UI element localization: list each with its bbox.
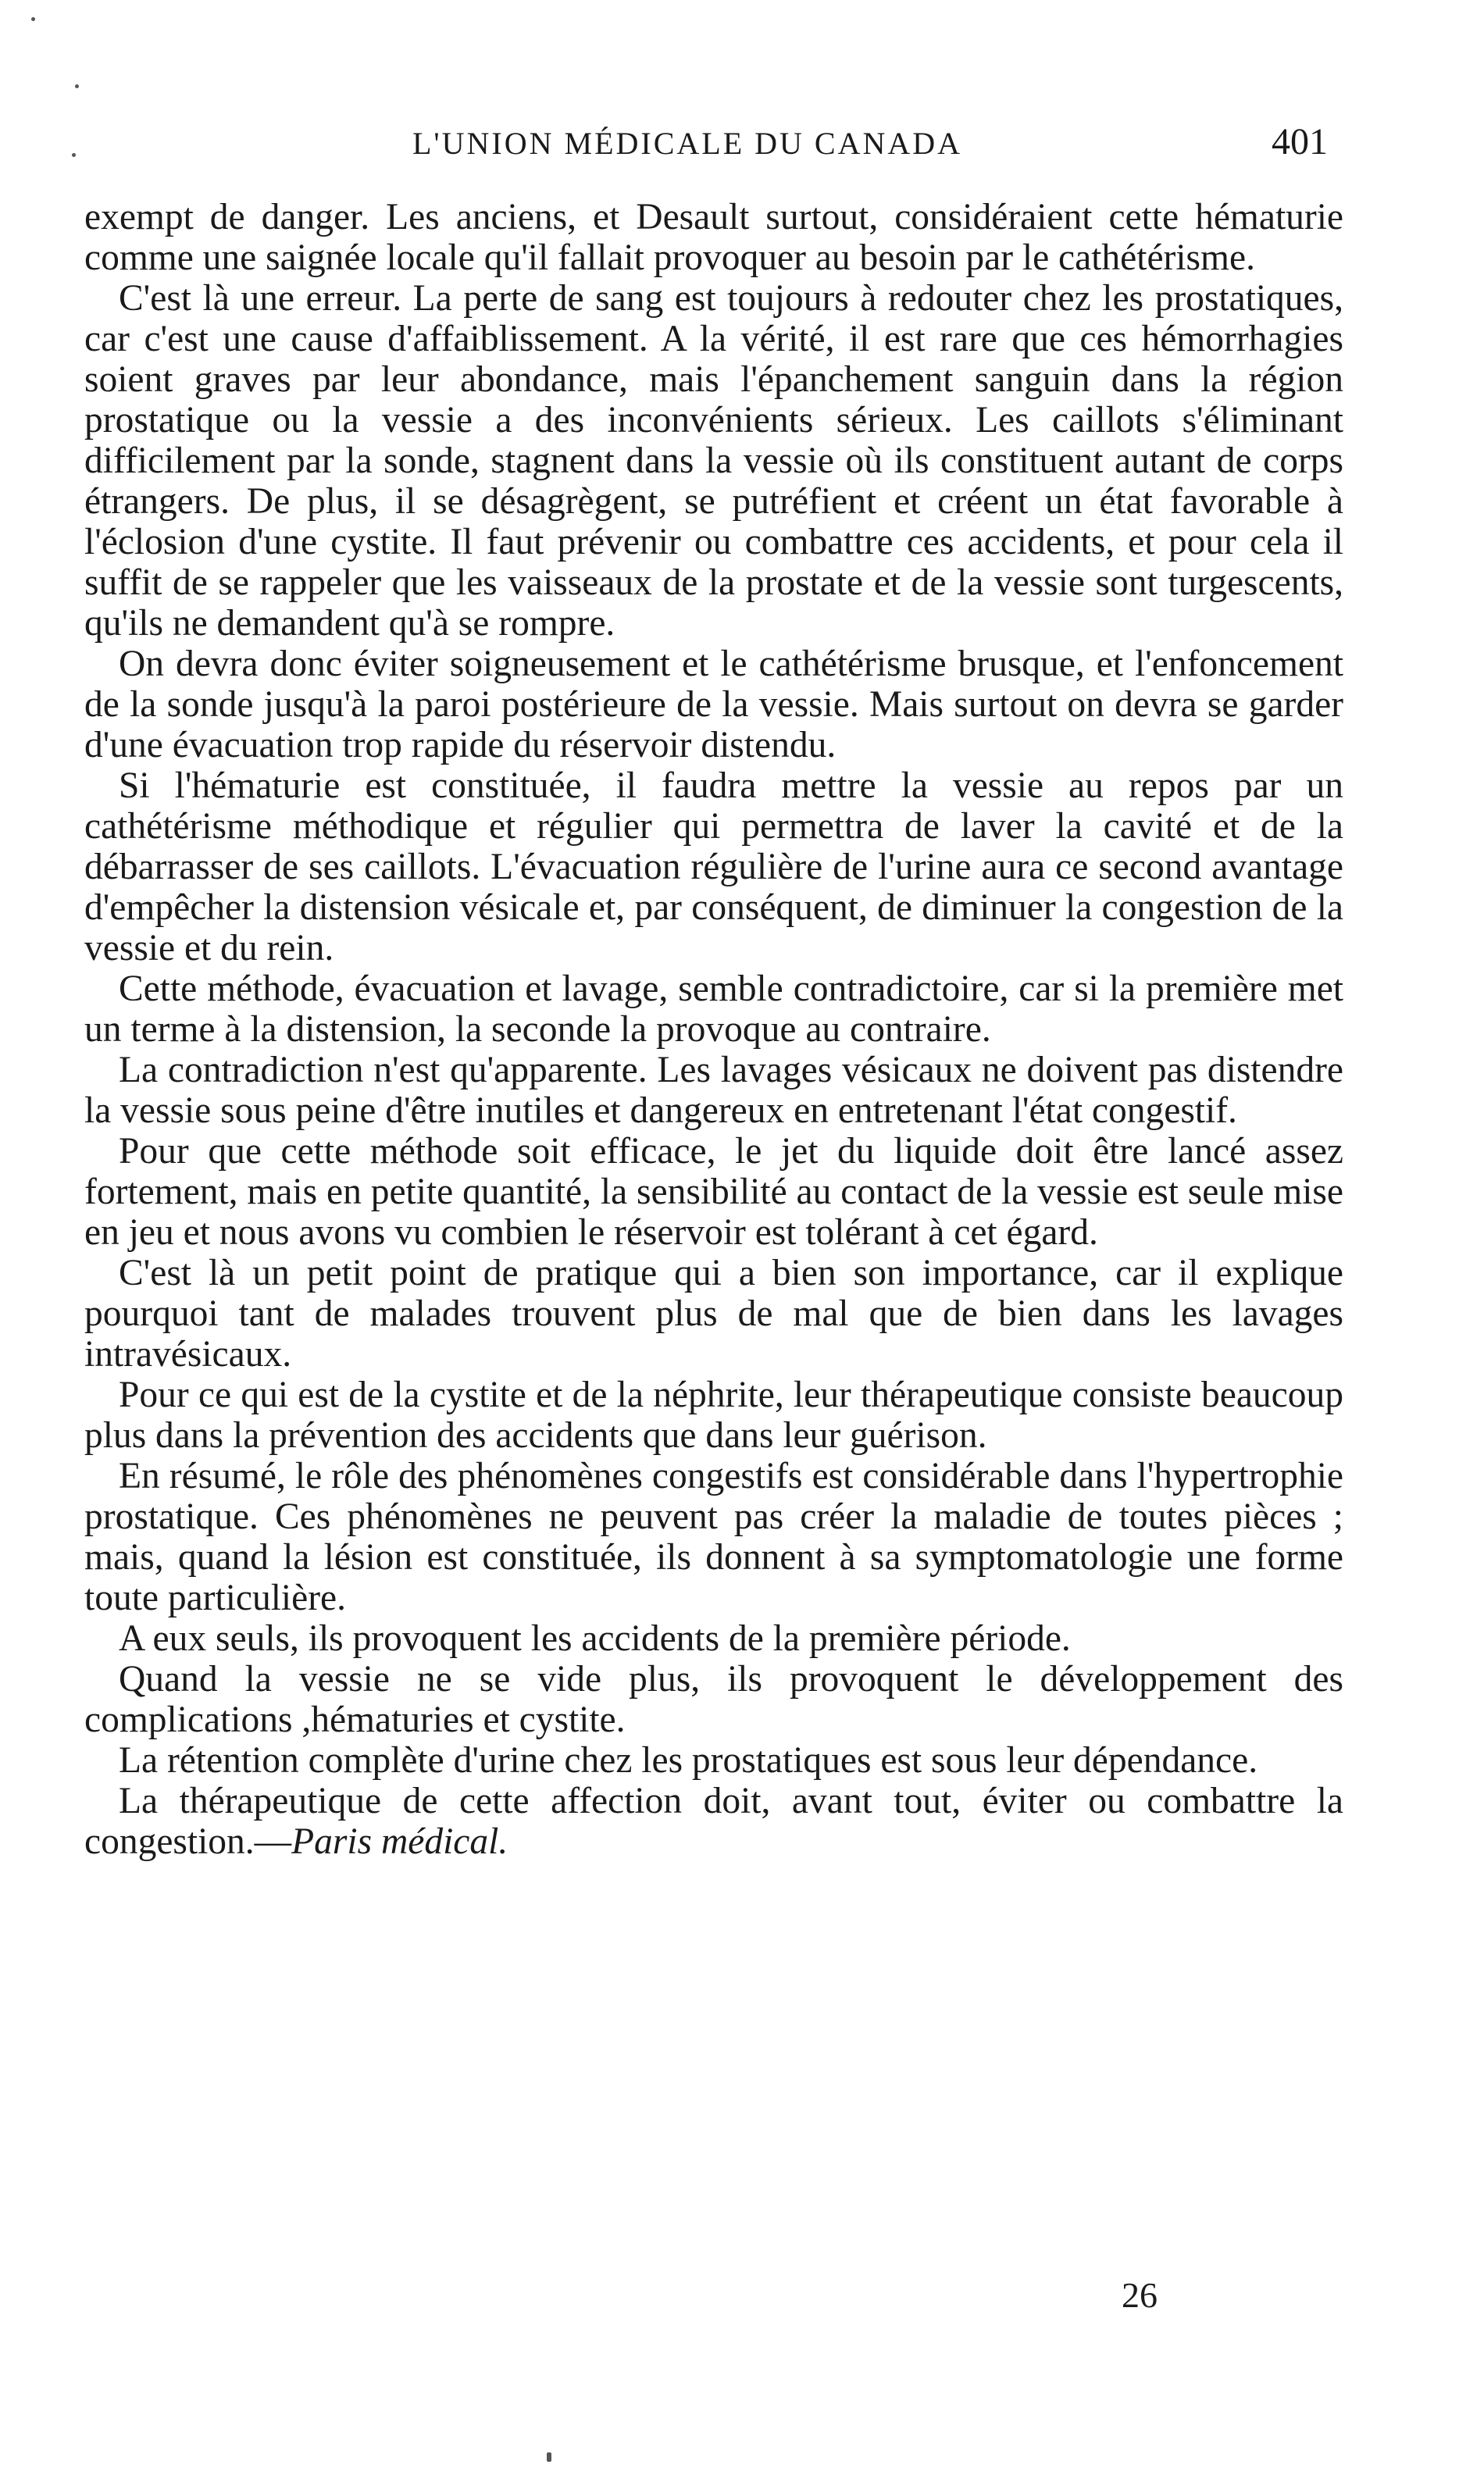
paragraph: exempt de danger. Les anciens, et Desault surtout, considéraient cette hématurie comme une saignée locale qu'il fallait provoquer au besoin par le cathétérisme. [84, 197, 1343, 278]
paragraph: En résumé, le rôle des phénomènes congestifs est considérable dans l'hypertrophie prostatique. Ces phénomènes ne peuvent pas créer la maladie de toutes pièces ; mais, quand la lésion est constituée, ils donnent à sa symptomatologie une forme toute particulière. [84, 1456, 1343, 1618]
running-title: L'UNION MÉDICALE DU CANADA [412, 126, 963, 161]
signature-mark: 26 [1122, 2275, 1158, 2315]
paragraph: La thérapeutique de cette affection doit, avant tout, éviter ou combattre la congestion.—Paris médical. [84, 1781, 1343, 1862]
page-header [84, 117, 1343, 164]
paragraph: C'est là une erreur. La perte de sang est toujours à redouter chez les prostatiques, car c'est une cause d'affaiblissement. A la vérité, il est rare que ces hémorrhagies soient graves par leur abondance, mais l'épanchement sanguin dans la région prostatique ou la vessie a des inconvénients sérieux. Les caillots s'éliminant difficilement par la sonde, stagnent dans la vessie où ils constituent autant de corps étrangers. De plus, il se désagrègent, se putréfient et créent un état favorable à l'éclosion d'une cystite. Il faut prévenir ou combattre ces accidents, et pour cela il suffit de se rappeler que les vaisseaux de la prostate et de la vessie sont turgescents, qu'ils ne demandent qu'à se rompre. [84, 278, 1343, 644]
print-speck [31, 17, 35, 21]
print-speck [75, 84, 79, 88]
paragraph: On devra donc éviter soigneusement et le cathétérisme brusque, et l'enfoncement de la sonde jusqu'à la paroi postérieure de la vessie. Mais surtout on devra se garder d'une évacuation trop rapide du réservoir distendu. [84, 644, 1343, 765]
paragraph: Quand la vessie ne se vide plus, ils provoquent le développement des complications ,hématuries et cystite. [84, 1659, 1343, 1740]
print-speck [547, 2452, 551, 2462]
article-body [84, 197, 1343, 1862]
paragraph: La contradiction n'est qu'apparente. Les lavages vésicaux ne doivent pas distendre la vessie sous peine d'être inutiles et dangereux en entretenant l'état congestif. [84, 1050, 1343, 1131]
paragraph: Cette méthode, évacuation et lavage, semble contradictoire, car si la première met un terme à la distension, la seconde la provoque au contraire. [84, 968, 1343, 1050]
page-number: 401 [1272, 121, 1328, 162]
source-citation: Paris médical. [291, 1821, 508, 1862]
print-speck [72, 153, 76, 157]
paragraph: Pour que cette méthode soit efficace, le jet du liquide doit être lancé assez fortement, mais en petite quantité, la sensibilité au contact de la vessie est seule mise en jeu et nous avons vu combien le réservoir est tolérant à cet égard. [84, 1131, 1343, 1253]
paragraph: Pour ce qui est de la cystite et de la néphrite, leur thérapeutique consiste beaucoup plus dans la prévention des accidents que dans leur guérison. [84, 1375, 1343, 1456]
paragraph: C'est là un petit point de pratique qui a bien son importance, car il explique pourquoi tant de malades trouvent plus de mal que de bien dans les lavages intravésicaux. [84, 1253, 1343, 1375]
paragraph: La rétention complète d'urine chez les prostatiques est sous leur dépendance. [119, 1740, 1258, 1781]
paragraph: A eux seuls, ils provoquent les accidents de la première période. [119, 1618, 1071, 1659]
paragraph: Si l'hématurie est constituée, il faudra mettre la vessie au repos par un cathétérisme méthodique et régulier qui permettra de laver la cavité et de la débarrasser de ses caillots. L'évacuation régulière de l'urine aura ce second avantage d'empêcher la distension vésicale et, par conséquent, de diminuer la congestion de la vessie et du rein. [84, 765, 1343, 968]
